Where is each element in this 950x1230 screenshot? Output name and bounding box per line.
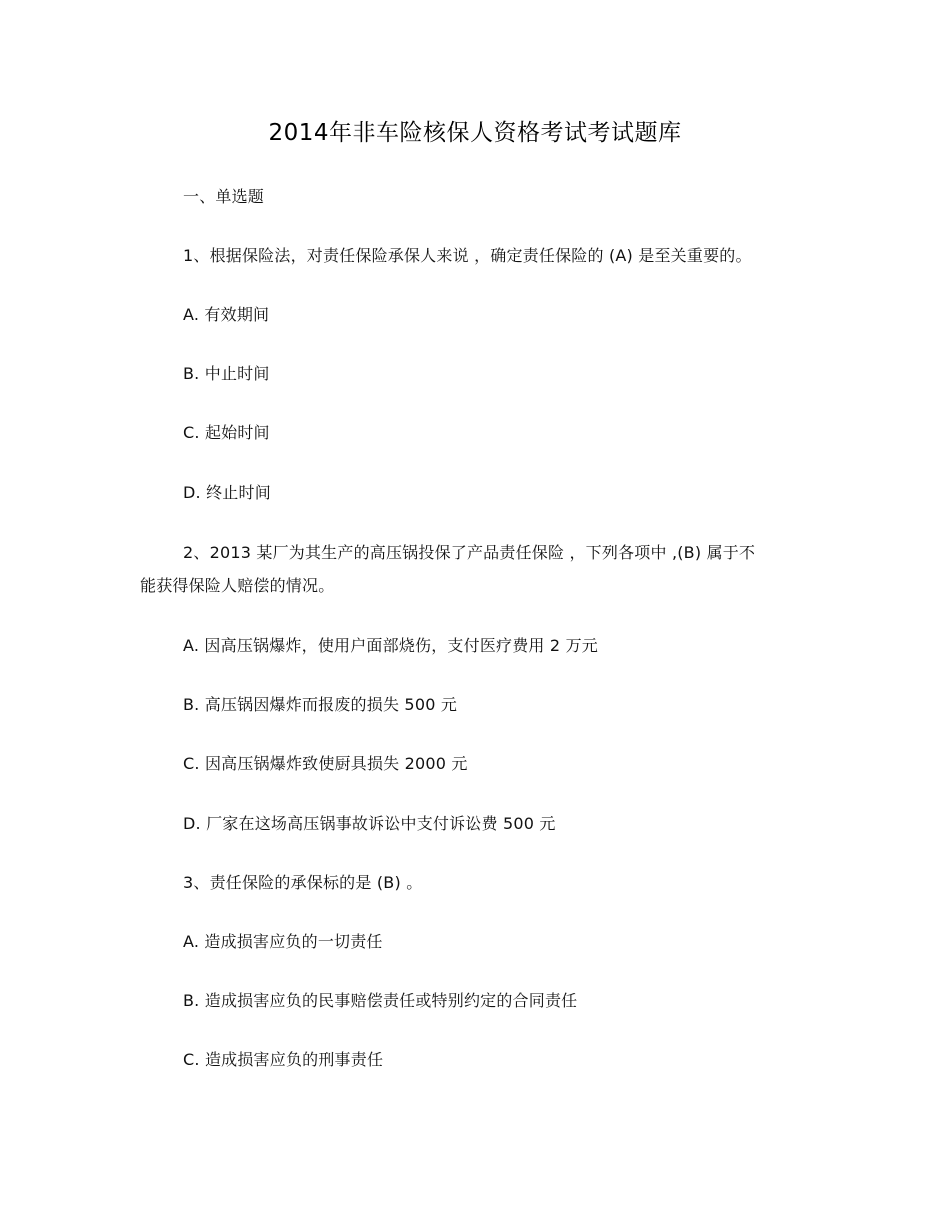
question-2-stem-line2: 能获得保险人赔偿的情况。 (140, 576, 335, 595)
question-3-option-a: A. 造成损害应负的一切责任 (183, 932, 383, 951)
question-1-option-d: D. 终止时间 (183, 483, 271, 502)
question-1-stem: 1、根据保险法，对责任保险承保人来说 ，确定责任保险的 (A) 是至关重要的。 (183, 246, 752, 265)
question-1-option-b: B. 中止时间 (183, 364, 270, 383)
question-3-option-b: B. 造成损害应负的民事赔偿责任或特别约定的合同责任 (183, 991, 578, 1010)
section-heading: 一、单选题 (183, 187, 265, 206)
question-2-option-b: B. 高压锅因爆炸而报废的损失 500 元 (183, 695, 458, 714)
question-3-stem: 3、责任保险的承保标的是 (B) 。 (183, 873, 423, 892)
question-1-option-c: C. 起始时间 (183, 423, 270, 442)
question-3-option-c: C. 造成损害应负的刑事责任 (183, 1050, 384, 1069)
question-2-stem-line1: 2、2013 某厂为其生产的高压锅投保了产品责任保险 ，下列各项中 ,(B) 属于不 (183, 543, 756, 562)
question-2-option-c: C. 因高压锅爆炸致使厨具损失 2000 元 (183, 754, 468, 773)
question-2-option-a: A. 因高压锅爆炸，使用户面部烧伤，支付医疗费用 2 万元 (183, 636, 598, 655)
question-2-option-d: D. 厂家在这场高压锅事故诉讼中支付诉讼费 500 元 (183, 814, 556, 833)
question-1-option-a: A. 有效期间 (183, 305, 270, 324)
document-title: 2014年非车险核保人资格考试考试题库 (268, 120, 682, 146)
